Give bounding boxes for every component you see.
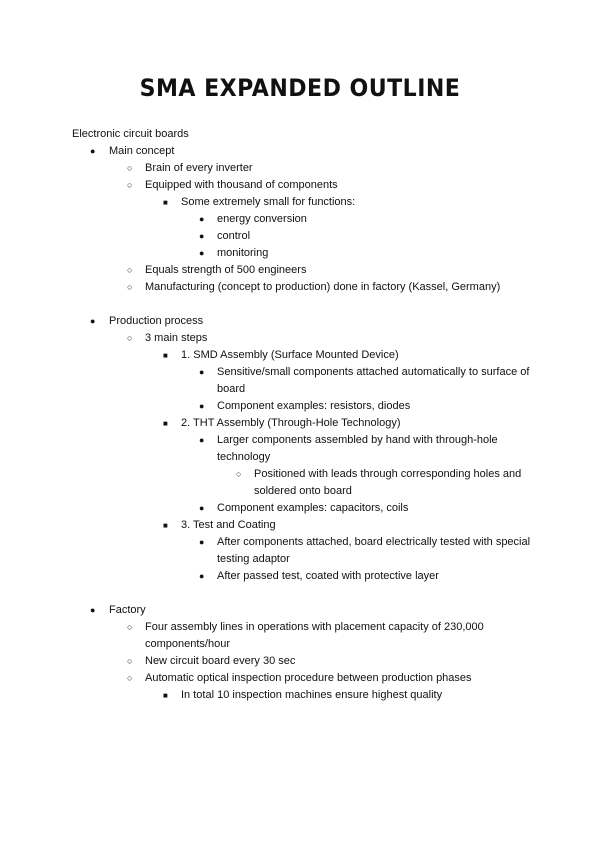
disc-bullet-icon: ● — [199, 537, 205, 547]
disc-bullet-icon: ● — [199, 214, 205, 224]
disc-bullet-icon: ● — [199, 231, 205, 241]
list-item — [72, 347, 542, 364]
circle-bullet-icon: ○ — [127, 265, 133, 275]
list-item — [72, 653, 542, 670]
list-item-text: 3. Test and Coating — [181, 519, 276, 531]
list-item-text: Equals strength of 500 engineers — [145, 264, 307, 276]
disc-bullet-icon: ● — [199, 435, 205, 445]
list-item-text: After components attached, board electrically tested with special testing adaptor — [217, 536, 531, 565]
list-item — [72, 143, 542, 160]
circle-bullet-icon: ○ — [127, 163, 133, 173]
list-item-text: control — [217, 230, 251, 242]
list-item — [72, 330, 542, 347]
square-bullet-icon: ■ — [163, 521, 168, 530]
list-item — [72, 517, 542, 534]
list-item — [72, 228, 542, 245]
list-item-text: Automatic optical inspection procedure between production phases — [145, 672, 472, 684]
list-item — [72, 432, 542, 466]
list-item — [72, 262, 542, 279]
section-heading: Electronic circuit boards — [72, 128, 189, 140]
list-item — [72, 534, 542, 568]
list-item-text: Positioned with leads through corresponding holes and soldered onto board — [254, 468, 522, 497]
disc-bullet-icon: ● — [199, 367, 205, 377]
list-item-text: Four assembly lines in operations with placement capacity of 230,000 components/hour — [145, 621, 484, 650]
list-item — [72, 687, 542, 704]
square-bullet-icon: ■ — [163, 351, 168, 360]
list-item — [72, 398, 542, 415]
square-bullet-icon: ■ — [163, 419, 168, 428]
list-item-text: In total 10 inspection machines ensure highest quality — [181, 689, 443, 701]
list-item — [72, 177, 542, 194]
disc-bullet-icon: ● — [199, 571, 205, 581]
circle-bullet-icon: ○ — [127, 282, 133, 292]
list-item — [72, 619, 542, 653]
circle-bullet-icon: ○ — [127, 180, 133, 190]
list-item-text: Larger components assembled by hand with through-hole technology — [217, 434, 498, 463]
circle-bullet-icon: ○ — [127, 656, 133, 666]
list-item-text: Sensitive/small components attached automatically to surface of board — [217, 366, 530, 395]
disc-bullet-icon: ● — [90, 605, 96, 615]
list-item — [72, 602, 542, 619]
list-item — [72, 568, 542, 585]
list-item — [72, 415, 542, 432]
circle-bullet-icon: ○ — [236, 469, 242, 479]
list-item — [72, 364, 542, 398]
disc-bullet-icon: ● — [90, 316, 96, 326]
list-item-text: Component examples: resistors, diodes — [217, 400, 411, 412]
circle-bullet-icon: ○ — [127, 673, 133, 683]
square-bullet-icon: ■ — [163, 198, 168, 207]
square-bullet-icon: ■ — [163, 691, 168, 700]
spacer — [72, 585, 542, 602]
list-item — [72, 245, 542, 262]
list-item-text: Some extremely small for functions: — [181, 196, 356, 208]
list-item — [72, 160, 542, 177]
list-item — [72, 279, 542, 296]
disc-bullet-icon: ● — [199, 503, 205, 513]
list-item-text: Production process — [109, 315, 204, 327]
list-item-text: 2. THT Assembly (Through-Hole Technology) — [181, 417, 401, 429]
list-item-text: After passed test, coated with protective layer — [217, 570, 439, 582]
disc-bullet-icon: ● — [199, 248, 205, 258]
list-item — [72, 194, 542, 211]
disc-bullet-icon: ● — [199, 401, 205, 411]
page-title: SMA EXPANDED OUTLINE — [139, 74, 461, 102]
list-item — [72, 211, 542, 228]
list-item-text: Factory — [109, 604, 146, 616]
outline-body — [72, 126, 542, 704]
list-item-text: energy conversion — [217, 213, 307, 225]
list-item-text: 1. SMD Assembly (Surface Mounted Device) — [181, 349, 399, 361]
list-item-text: Component examples: capacitors, coils — [217, 502, 409, 514]
disc-bullet-icon: ● — [90, 146, 96, 156]
list-item-text: Equipped with thousand of components — [145, 179, 338, 191]
list-item-text: Brain of every inverter — [145, 162, 253, 174]
spacer — [72, 296, 542, 313]
list-item-text: 3 main steps — [145, 332, 208, 344]
list-item-text: New circuit board every 30 sec — [145, 655, 296, 667]
list-item-text: Manufacturing (concept to production) done in factory (Kassel, Germany) — [145, 281, 501, 293]
circle-bullet-icon: ○ — [127, 622, 133, 632]
list-item — [72, 500, 542, 517]
list-item — [72, 670, 542, 687]
circle-bullet-icon: ○ — [127, 333, 133, 343]
list-item — [72, 313, 542, 330]
list-item — [72, 466, 542, 500]
list-item-text: Main concept — [109, 145, 175, 157]
list-item-text: monitoring — [217, 247, 269, 259]
